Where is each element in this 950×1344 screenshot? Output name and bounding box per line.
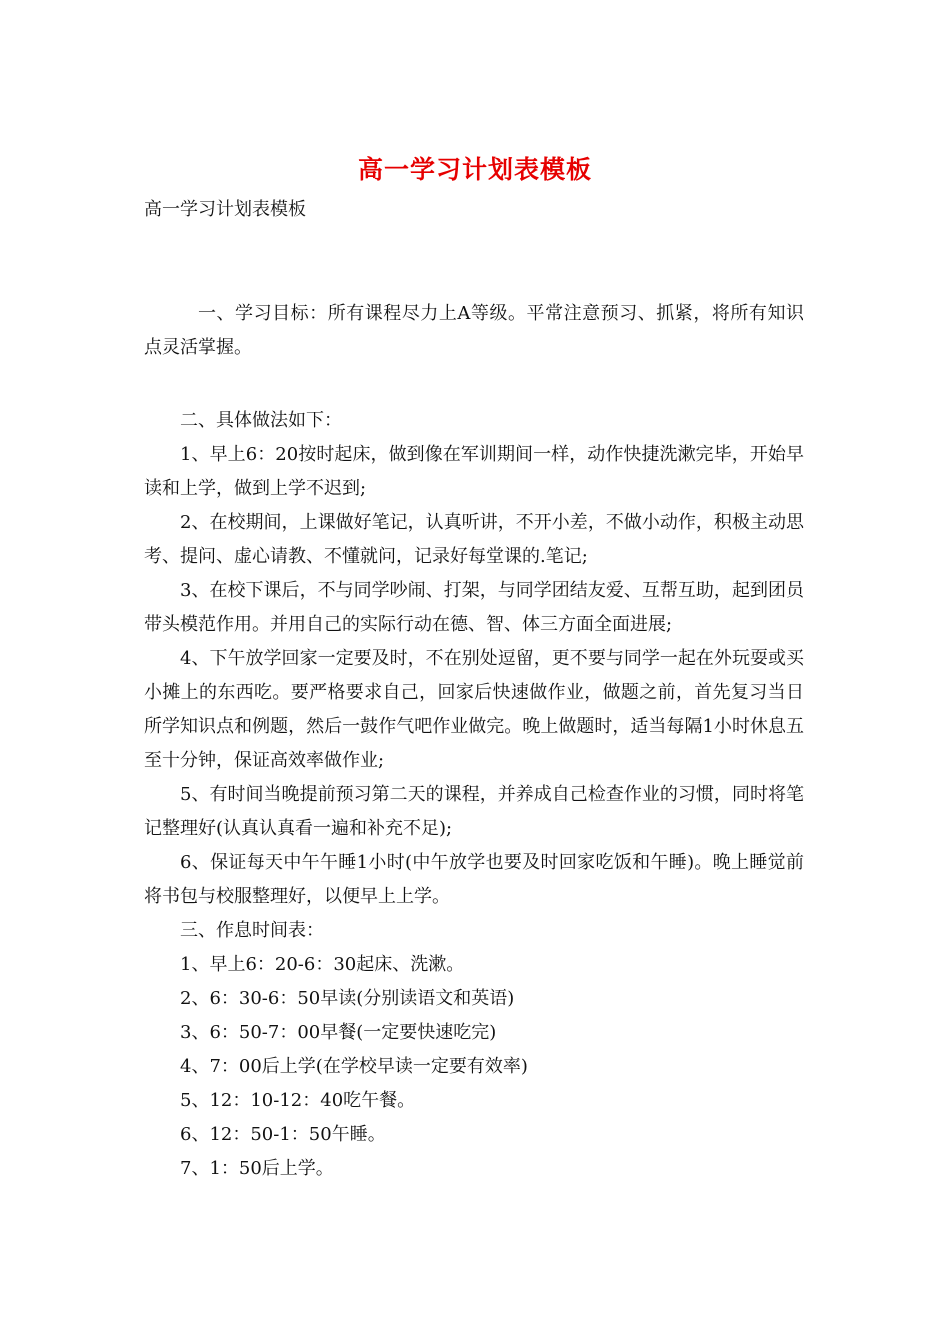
methods-item: 6、保证每天中午午睡1小时(中午放学也要及时回家吃饭和午睡)。晚上睡觉前将书包与校服整理好，以便早上上学。 [144,852,804,907]
methods-item: 1、早上6：20按时起床，做到像在军训期间一样，动作快捷洗漱完毕，开始早读和上学，做到上学不迟到; [144,444,804,499]
section-goals [144,297,804,365]
goals-paragraph: 一、学习目标：所有课程尽力上A等级。平常注意预习、抓紧，将所有知识点灵活掌握。 [144,303,804,358]
methods-item: 3、在校下课后，不与同学吵闹、打架，与同学团结友爱、互帮互助，起到团员带头模范作用。并用自己的实际行动在德、智、体三方面全面进展; [144,580,804,635]
schedule-item: 3、6：50-7：00早餐(一定要快速吃完) [180,1022,497,1043]
methods-item: 5、有时间当晚提前预习第二天的课程，并养成自己检查作业的习惯，同时将笔记整理好(认真认真看一遍和补充不足); [144,784,804,839]
methods-item: 2、在校期间，上课做好笔记，认真听讲，不开小差，不做小动作，积极主动思考、提问、虚心请教、不懂就问，记录好每堂课的.笔记; [144,512,804,567]
document-title: 高一学习计划表模板 [357,155,592,184]
schedule-item: 2、6：30-6：50早读(分别读语文和英语) [180,988,515,1009]
methods-heading: 二、具体做法如下： [180,410,342,431]
schedule-item: 7、1：50后上学。 [180,1158,334,1179]
document-subtitle: 高一学习计划表模板 [144,199,306,220]
section-methods [144,404,804,1186]
schedule-item: 1、早上6：20-6：30起床、洗漱。 [180,954,465,975]
schedule-item: 6、12：50-1：50午睡。 [180,1124,386,1145]
schedule-item: 4、7：00后上学(在学校早读一定要有效率) [180,1056,528,1077]
methods-item: 4、下午放学回家一定要及时，不在别处逗留，更不要与同学一起在外玩耍或买小摊上的东西吃。要严格要求自己，回家后快速做作业，做题之前，首先复习当日所学知识点和例题，然后一鼓作气吧作业做完。晚上做题时，适当每隔1小时休息五至十分钟，保证高效率做作业; [144,648,804,771]
schedule-heading: 三、作息时间表： [180,920,324,941]
schedule-item: 5、12：10-12：40吃午餐。 [180,1090,416,1111]
